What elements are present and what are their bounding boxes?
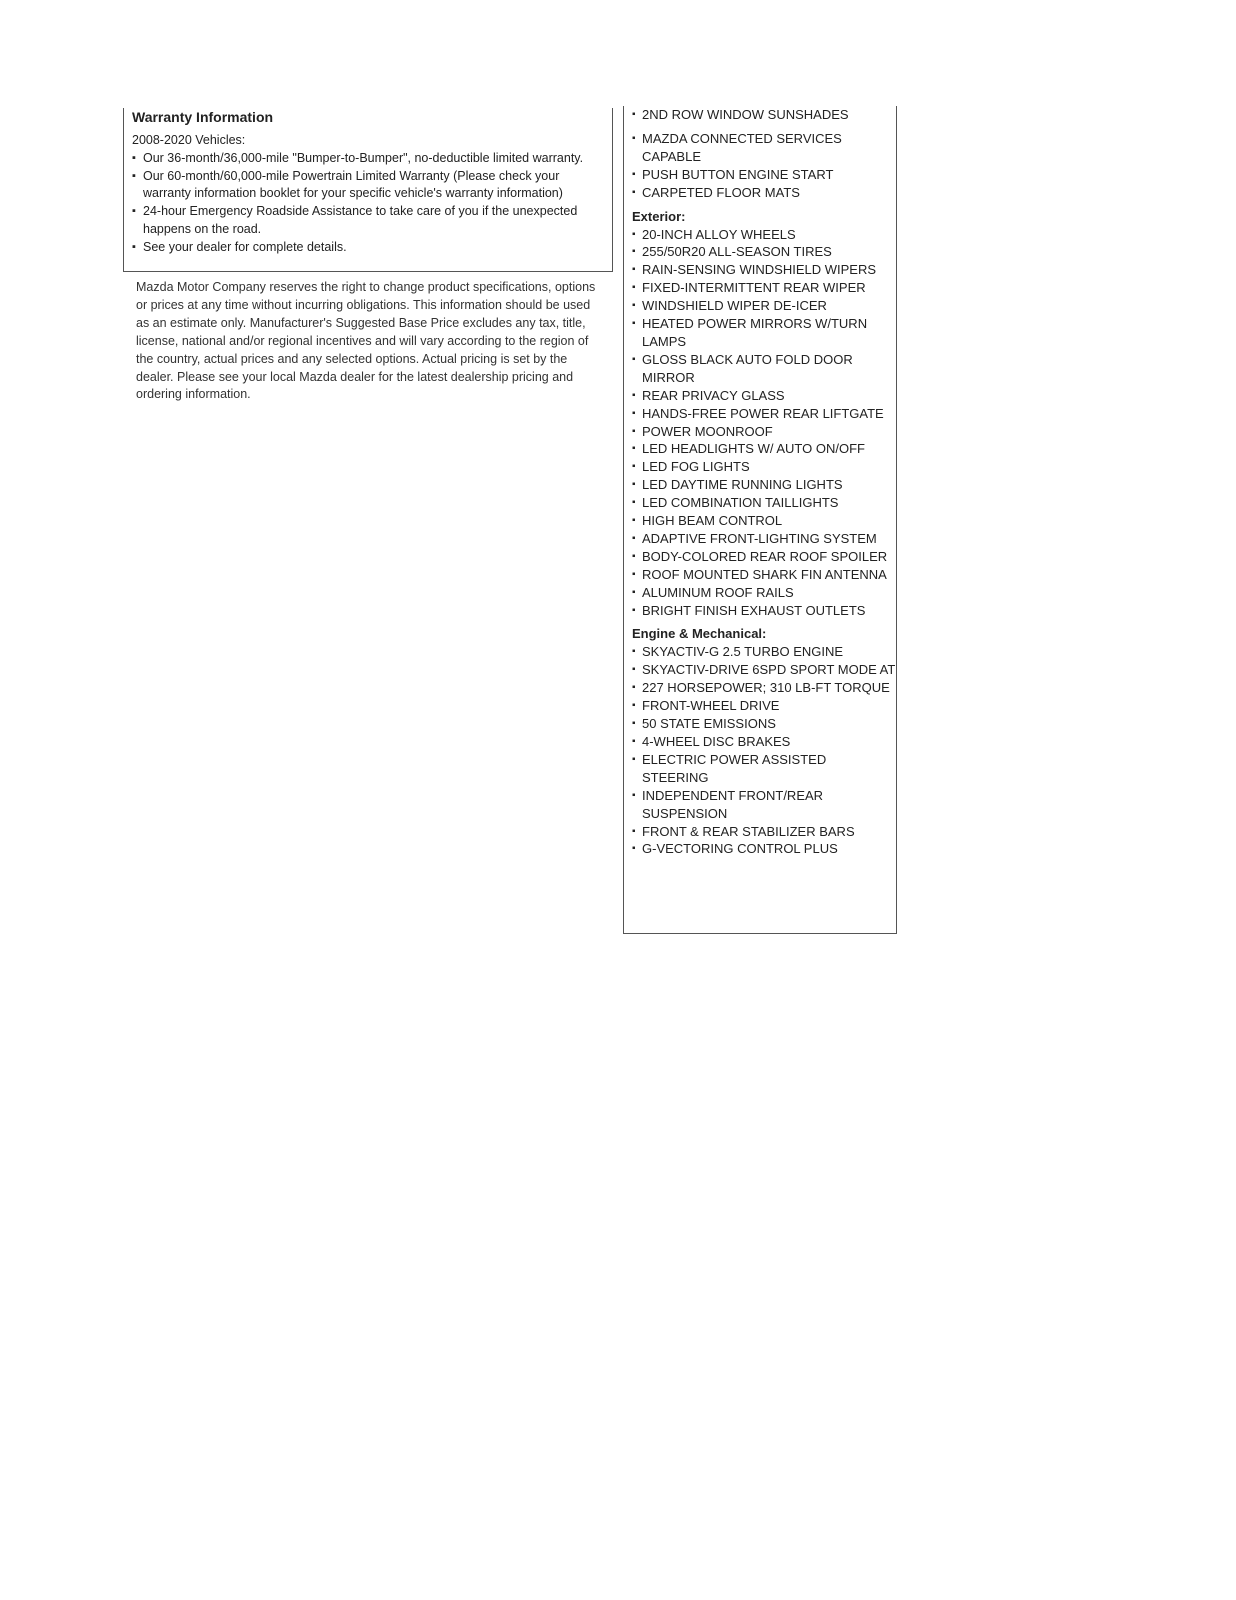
disclaimer-text: Mazda Motor Company reserves the right to change product specifications, options or prices at any time without incurring obligations. This information should be used as an estimate only. Manufacturer's Suggested Base Price excludes any tax, title, license, national and/or regional incentives and will vary according to the region of the country, actual prices and any selected options. Actual pricing is set by the dealer. Please see your local Mazda dealer for the latest dealership pricing and ordering information. [136,280,596,402]
list-item: ▪ 50 STATE EMISSIONS [632,715,896,733]
engine-list [632,643,896,858]
list-item: ▪ POWER MOONROOF [632,423,896,441]
list-item: ▪ ALUMINUM ROOF RAILS [632,584,896,602]
list-item: ▪ LED DAYTIME RUNNING LIGHTS [632,476,896,494]
list-item: ▪ G-VECTORING CONTROL PLUS [632,840,896,858]
list-item: ▪ Our 36-month/36,000-mile "Bumper-to-Bumper", no-deductible limited warranty. [132,150,604,168]
list-item: ▪ Our 60-month/60,000-mile Powertrain Limited Warranty (Please check your warranty information booklet for your specific vehicle's warranty information) [132,168,604,204]
warranty-info-box [123,108,613,272]
list-item: ▪ SKYACTIV-G 2.5 TURBO ENGINE [632,643,896,661]
list-item: ▪ 4-WHEEL DISC BRAKES [632,733,896,751]
features-box [623,106,897,934]
list-item: ▪ HEATED POWER MIRRORS W/TURN LAMPS [632,315,896,351]
list-item: ▪ SKYACTIV-DRIVE 6SPD SPORT MODE AT [632,661,896,679]
list-item: ▪ RAIN-SENSING WINDSHIELD WIPERS [632,261,896,279]
list-item: ▪ ADAPTIVE FRONT-LIGHTING SYSTEM [632,530,896,548]
list-item: ▪ FRONT-WHEEL DRIVE [632,697,896,715]
list-item: ▪ REAR PRIVACY GLASS [632,387,896,405]
list-item: ▪ WINDSHIELD WIPER DE-ICER [632,297,896,315]
exterior-list [632,226,896,620]
list-item: ▪ INDEPENDENT FRONT/REAR SUSPENSION [632,787,896,823]
list-item: ▪ LED COMBINATION TAILLIGHTS [632,494,896,512]
list-item: ▪ 227 HORSEPOWER; 310 LB-FT TORQUE [632,679,896,697]
list-item: ▪ HIGH BEAM CONTROL [632,512,896,530]
list-item: ▪ 24-hour Emergency Roadside Assistance to take care of you if the unexpected happens on the road. [132,203,604,239]
list-item: ▪ 2ND ROW WINDOW SUNSHADES [632,106,896,124]
list-item: ▪ MAZDA CONNECTED SERVICES CAPABLE [632,130,896,166]
interior-list [632,106,896,202]
warranty-title: Warranty Information [132,109,274,125]
list-item: ▪ LED FOG LIGHTS [632,458,896,476]
warranty-subtitle: 2008-2020 Vehicles: [132,133,246,147]
list-item: ▪ 20-INCH ALLOY WHEELS [632,226,896,244]
list-item: ▪ GLOSS BLACK AUTO FOLD DOOR MIRROR [632,351,896,387]
list-item: ▪ HANDS-FREE POWER REAR LIFTGATE [632,405,896,423]
engine-heading: Engine & Mechanical: [632,626,767,642]
list-item: ▪ ROOF MOUNTED SHARK FIN ANTENNA [632,566,896,584]
list-item: ▪ ELECTRIC POWER ASSISTED STEERING [632,751,896,787]
list-item: ▪ FRONT & REAR STABILIZER BARS [632,823,896,841]
list-item: ▪ BRIGHT FINISH EXHAUST OUTLETS [632,602,896,620]
warranty-list [132,150,604,257]
list-item: ▪ CARPETED FLOOR MATS [632,184,896,202]
list-item: ▪ PUSH BUTTON ENGINE START [632,166,896,184]
list-item: ▪ LED HEADLIGHTS W/ AUTO ON/OFF [632,440,896,458]
list-item: ▪ FIXED-INTERMITTENT REAR WIPER [632,279,896,297]
list-item: ▪ See your dealer for complete details. [132,239,604,257]
list-item: ▪ BODY-COLORED REAR ROOF SPOILER [632,548,896,566]
list-item: ▪ 255/50R20 ALL-SEASON TIRES [632,243,896,261]
exterior-heading: Exterior: [632,208,686,224]
